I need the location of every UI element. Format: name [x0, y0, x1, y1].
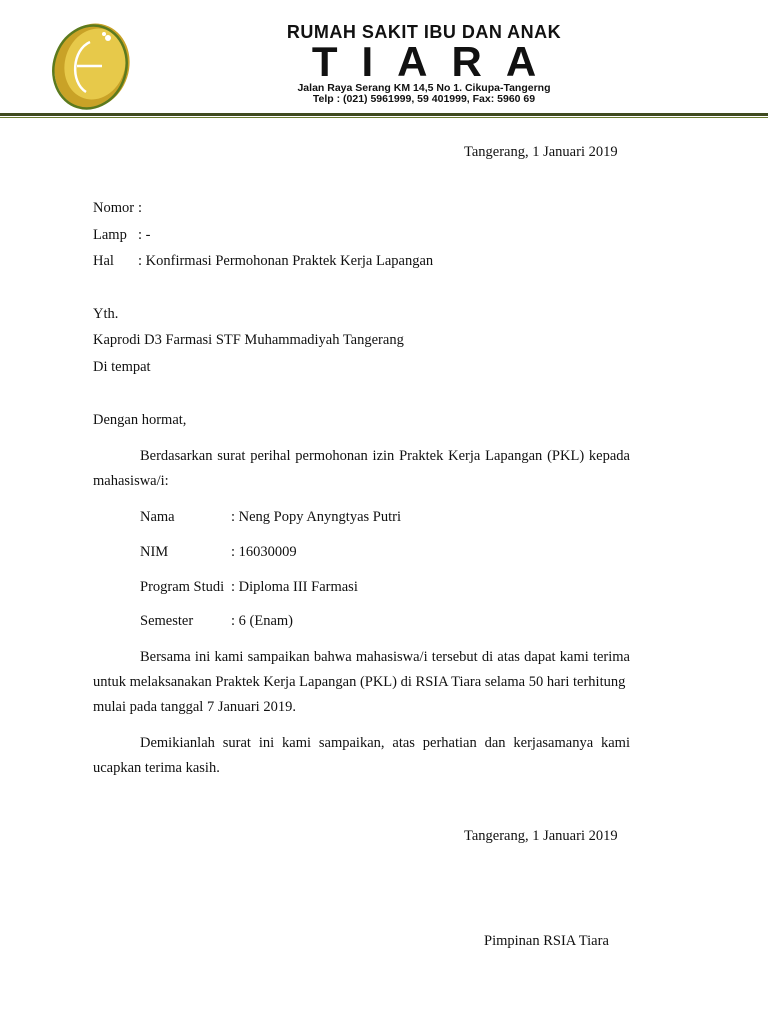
student-semester-value: : 6 (Enam): [231, 613, 294, 629]
meta-subject-label: Hal: [93, 253, 114, 269]
paragraph-closing-line: ucapkan terima kasih.: [93, 760, 220, 776]
paragraph-body-line: Bersama ini kami sampaikan bahwa mahasiswa/i tersebut di atas dapat kami terima: [140, 649, 630, 665]
paragraph-intro-line: Berdasarkan surat perihal permohonan izin Praktek Kerja Lapangan (PKL) kepada: [140, 448, 630, 464]
closing-date: Tangerang, 1 Januari 2019: [464, 828, 618, 844]
hospital-brand: TIARA: [311, 38, 561, 85]
paragraph-intro-line: mahasiswa/i:: [93, 473, 169, 489]
student-nim-label: NIM: [140, 544, 169, 560]
meta-attachment-label: Lamp: [93, 227, 127, 243]
meta-number-value: :: [138, 200, 143, 216]
student-program-value: : Diploma III Farmasi: [231, 579, 358, 595]
hospital-name: RUMAH SAKIT IBU DAN ANAK: [286, 22, 562, 42]
header-divider-thin: [0, 117, 768, 118]
hospital-contact: Telp : (021) 5961999, 59 401999, Fax: 5960 69: [312, 93, 536, 105]
letter-date: Tangerang, 1 Januari 2019: [464, 144, 618, 160]
meta-attachment-value: : -: [138, 227, 151, 243]
paragraph-body-line: mulai pada tanggal 7 Januari 2019.: [93, 699, 296, 715]
meta-subject-value: : Konfirmasi Permohonan Praktek Kerja Lapangan: [138, 253, 434, 269]
student-program-label: Program Studi: [140, 579, 225, 595]
greeting: Dengan hormat,: [93, 412, 187, 428]
signatory: Pimpinan RSIA Tiara: [484, 933, 609, 949]
hospital-address: Jalan Raya Serang KM 14,5 No 1. Cikupa-Tangerng: [297, 82, 551, 94]
student-semester-label: Semester: [140, 613, 194, 629]
recipient-name: Kaprodi D3 Farmasi STF Muhammadiyah Tangerang: [93, 332, 404, 348]
student-nim-value: : 16030009: [231, 544, 297, 560]
header-divider: [0, 113, 768, 116]
meta-number-label: Nomor: [93, 200, 135, 216]
hospital-logo-icon: [50, 20, 134, 112]
student-name-value: : Neng Popy Anyngtyas Putri: [231, 509, 401, 525]
paragraph-body-line: untuk melaksanakan Praktek Kerja Lapangan (PKL) di RSIA Tiara selama 50 hari terhitung: [93, 674, 626, 690]
recipient-place: Di tempat: [93, 359, 151, 375]
recipient-salutation: Yth.: [93, 306, 119, 322]
student-name-label: Nama: [140, 509, 175, 525]
paragraph-closing-line: Demikianlah surat ini kami sampaikan, atas perhatian dan kerjasamanya kami: [140, 735, 630, 751]
